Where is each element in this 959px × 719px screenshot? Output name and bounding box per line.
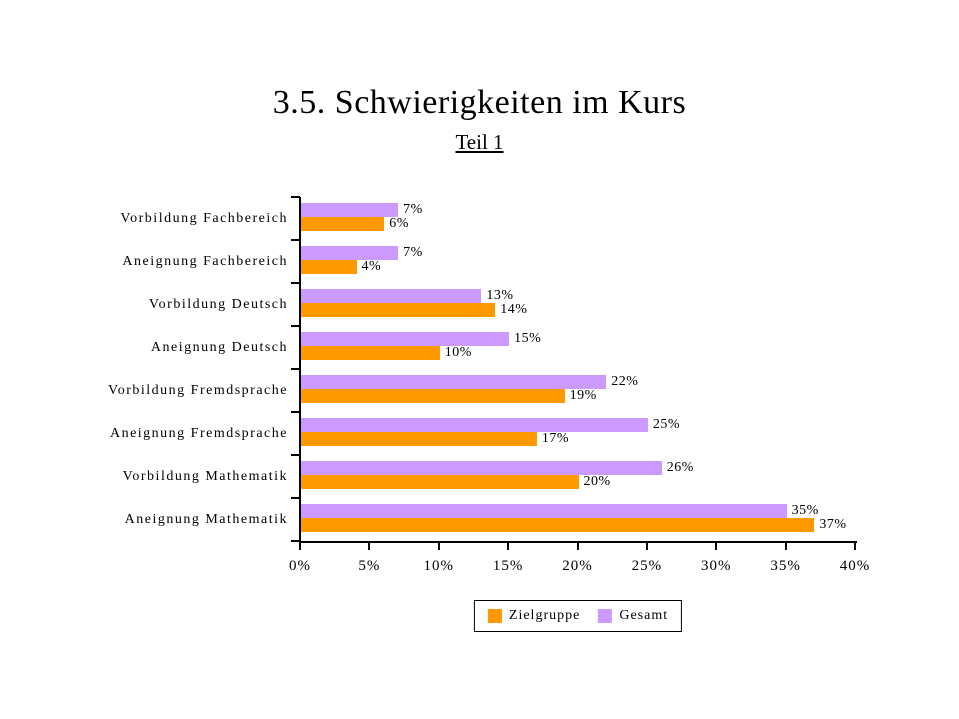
value-label-gesamt: 7% xyxy=(403,245,423,260)
x-tick xyxy=(299,543,301,550)
bar-gesamt xyxy=(301,504,787,518)
bar-zielgruppe xyxy=(301,260,357,274)
value-label-zielgruppe: 17% xyxy=(541,431,570,446)
value-label-zielgruppe: 6% xyxy=(389,216,409,231)
chart-title: 3.5. Schwierigkeiten im Kurs xyxy=(272,84,687,121)
x-tick-label: 0% xyxy=(289,558,311,574)
bar-zielgruppe xyxy=(301,518,814,532)
value-label-gesamt: 15% xyxy=(514,331,542,346)
value-label-zielgruppe: 20% xyxy=(583,474,611,489)
bar-gesamt xyxy=(301,246,398,260)
legend-item xyxy=(488,608,580,624)
x-tick-label: 30% xyxy=(701,558,732,574)
category-label: Vorbildung Deutsch xyxy=(148,296,288,312)
x-tick-label: 20% xyxy=(562,558,593,574)
bar-gesamt xyxy=(301,289,481,303)
value-label-zielgruppe: 10% xyxy=(444,345,472,360)
value-label-gesamt: 26% xyxy=(666,460,694,475)
legend-label: Gesamt xyxy=(619,608,669,623)
x-tick xyxy=(854,543,856,550)
y-tick xyxy=(291,282,300,284)
x-tick xyxy=(438,543,440,550)
bar-gesamt xyxy=(301,375,606,389)
bar-gesamt xyxy=(301,332,509,346)
bar-zielgruppe xyxy=(301,303,495,317)
value-label-gesamt: 25% xyxy=(652,417,681,432)
bar-zielgruppe xyxy=(301,475,579,489)
legend-item xyxy=(598,608,668,624)
x-tick xyxy=(646,543,648,550)
x-tick-label: 15% xyxy=(492,558,524,574)
y-tick xyxy=(291,368,300,370)
bar-zielgruppe xyxy=(301,346,440,360)
x-tick-label: 25% xyxy=(631,558,663,574)
y-tick xyxy=(291,411,300,413)
x-tick-label: 35% xyxy=(770,558,801,574)
y-tick xyxy=(291,325,300,327)
x-tick xyxy=(715,543,717,550)
y-tick xyxy=(291,540,300,542)
legend-label: Zielgruppe xyxy=(508,608,581,623)
category-label: Aneignung Mathematik xyxy=(124,511,288,527)
bar-zielgruppe xyxy=(301,217,384,231)
value-label-zielgruppe: 19% xyxy=(569,388,597,403)
bar-gesamt xyxy=(301,418,648,432)
bar-zielgruppe xyxy=(301,432,537,446)
y-tick xyxy=(291,454,300,456)
value-label-zielgruppe: 37% xyxy=(819,517,847,532)
value-label-zielgruppe: 4% xyxy=(361,259,382,274)
x-tick xyxy=(507,543,509,550)
x-tick xyxy=(577,543,579,550)
category-label: Aneignung Fachbereich xyxy=(122,253,288,269)
value-label-gesamt: 7% xyxy=(403,202,423,217)
value-label-gesamt: 22% xyxy=(611,374,639,389)
legend xyxy=(474,600,682,632)
x-tick-label: 10% xyxy=(423,558,454,574)
value-label-gesamt: 13% xyxy=(486,288,514,303)
category-label: Vorbildung Fachbereich xyxy=(120,210,288,226)
category-label: Vorbildung Mathematik xyxy=(122,468,288,484)
x-tick xyxy=(368,543,370,550)
value-label-zielgruppe: 14% xyxy=(500,302,528,317)
category-label: Aneignung Deutsch xyxy=(150,339,288,355)
y-tick xyxy=(291,239,300,241)
legend-swatch-zielgruppe xyxy=(488,609,502,623)
chart-subtitle: Teil 1 xyxy=(455,130,504,154)
category-label: Aneignung Fremdsprache xyxy=(109,425,288,441)
x-tick-label: 40% xyxy=(839,558,871,574)
x-tick-label: 5% xyxy=(358,558,381,574)
category-label: Vorbildung Fremdsprache xyxy=(107,382,288,398)
y-tick xyxy=(291,497,300,499)
bar-gesamt xyxy=(301,203,398,217)
legend-swatch-gesamt xyxy=(598,609,612,623)
y-tick xyxy=(291,196,300,198)
x-tick xyxy=(785,543,787,550)
value-label-gesamt: 35% xyxy=(791,503,819,518)
bar-gesamt xyxy=(301,461,662,475)
bar-zielgruppe xyxy=(301,389,565,403)
